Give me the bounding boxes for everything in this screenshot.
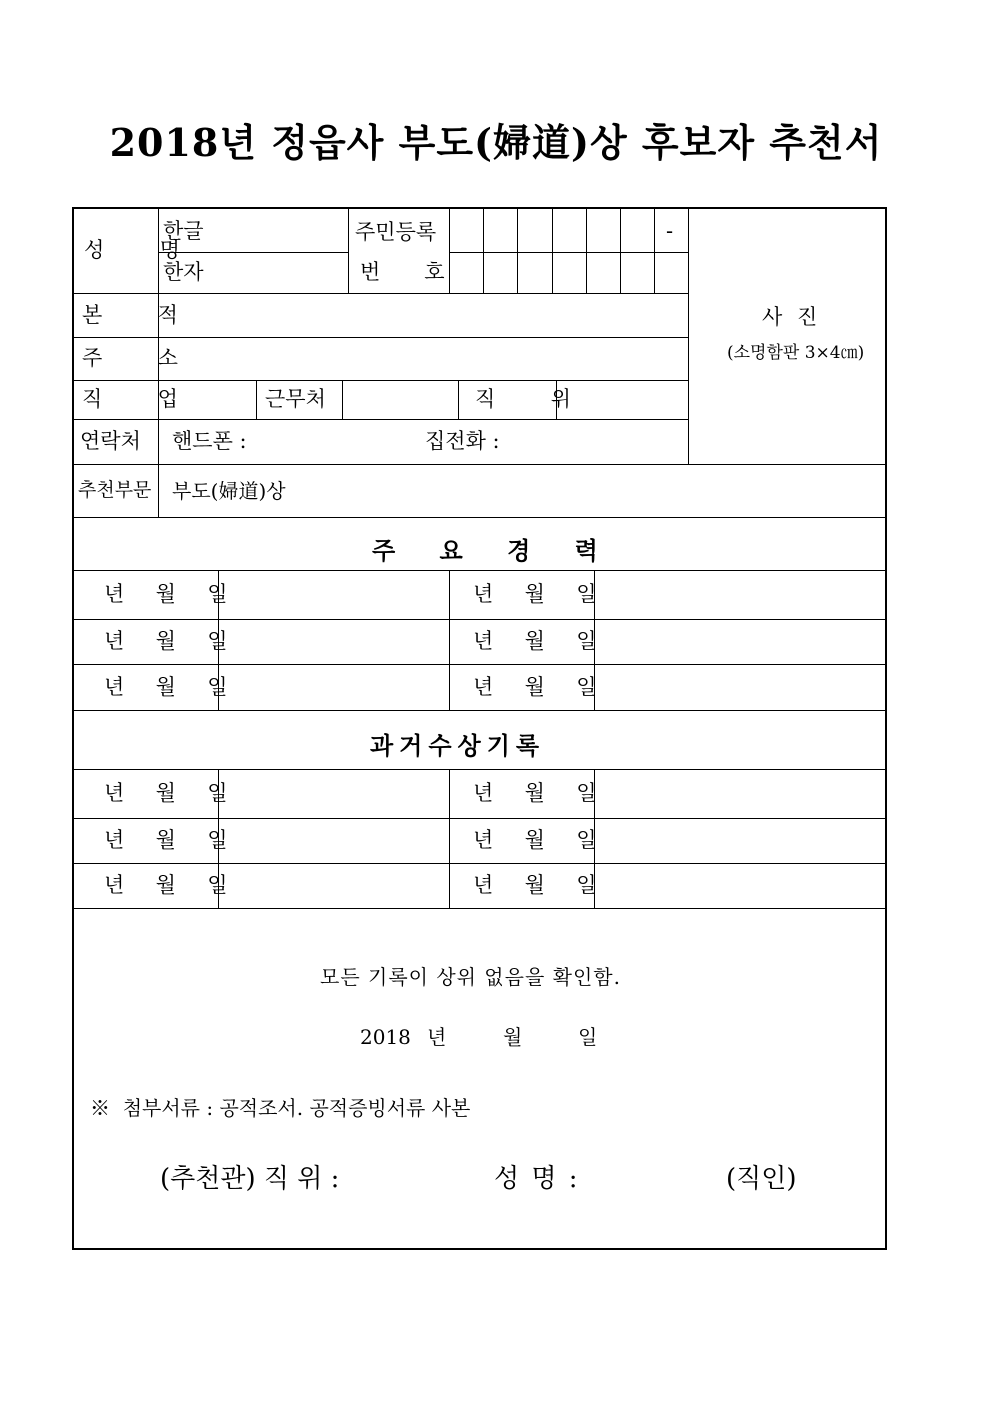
awards-date-label: 년 월 일: [473, 781, 603, 805]
career-date-label: 년 월 일: [104, 582, 234, 606]
recommender-name-label: 성 명 :: [494, 1164, 580, 1194]
contact-label: 연락처: [80, 429, 141, 453]
hanja-label: 한자: [163, 260, 204, 284]
photo-label: 사 진: [762, 305, 822, 329]
photo-note: (소명함판 3×4㎝): [727, 343, 865, 363]
rrn-dash: -: [666, 219, 674, 243]
awards-date-label: 년 월 일: [473, 873, 603, 897]
awards-date-label: 년 월 일: [104, 828, 234, 852]
awards-date-label: 년 월 일: [473, 828, 603, 852]
career-date-label: 년 월 일: [473, 675, 603, 699]
category-value: 부도(婦道)상: [172, 479, 286, 503]
name-label: 성 명: [84, 238, 194, 262]
awards-heading: 과거수상기록: [370, 732, 546, 760]
awards-date-label: 년 월 일: [104, 781, 234, 805]
date-year-unit: 년: [427, 1025, 447, 1049]
home-phone-label: 집전화 :: [425, 429, 500, 453]
category-label: 추천부문: [78, 479, 152, 501]
career-date-label: 년 월 일: [473, 629, 603, 653]
date-day-unit: 일: [578, 1025, 598, 1049]
career-date-label: 년 월 일: [473, 582, 603, 606]
rrn-label-line1: 주민등록: [355, 220, 437, 244]
address-label: 주 소: [82, 346, 192, 370]
job-label: 직 업: [82, 387, 192, 411]
date-year: 2018: [360, 1025, 411, 1049]
confirm-statement: 모든 기록이 상위 없음을 확인함.: [320, 965, 621, 989]
rrn-label-line2: 번 호: [360, 260, 451, 284]
workplace-label: 근무처: [265, 387, 326, 411]
date-month-unit: 월: [503, 1025, 523, 1049]
career-heading: 주 요 경 력: [372, 537, 616, 565]
position-label: 직 위: [475, 387, 585, 411]
hangul-label: 한글: [163, 219, 204, 243]
awards-date-label: 년 월 일: [104, 873, 234, 897]
page-title: 2018년 정읍사 부도(婦道)상 후보자 추천서: [109, 120, 883, 165]
career-date-label: 년 월 일: [104, 675, 234, 699]
bonjeok-label: 본 적: [82, 303, 192, 327]
seal-label: (직인): [726, 1164, 797, 1194]
attachments-note: ※ 첨부서류 : 공적조서. 공적증빙서류 사본: [90, 1096, 471, 1120]
mobile-label: 핸드폰 :: [172, 429, 247, 453]
recommender-position-label: (추천관) 직 위 :: [160, 1164, 340, 1194]
career-date-label: 년 월 일: [104, 629, 234, 653]
